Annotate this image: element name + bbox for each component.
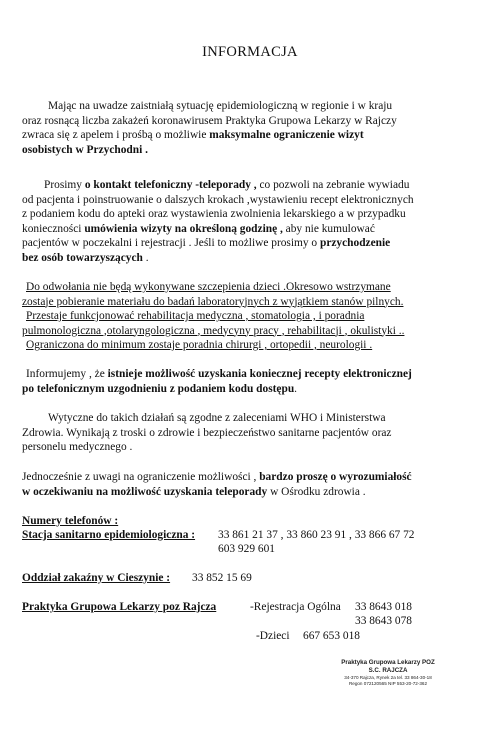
clinic-stamp — [318, 659, 458, 687]
sanepid-numbers: 33 861 21 37 , 33 860 23 91 , 33 866 67 72 — [218, 529, 415, 541]
text-line: Ograniczona do minimum zostaje poradnia chirurgi , ortopedii , neurologii . — [26, 339, 373, 351]
praktyka-label: Praktyka Grupowa Lekarzy poz Rajcza — [22, 601, 217, 613]
paragraph-restrictions — [22, 280, 462, 353]
paragraph-guidelines — [22, 411, 462, 455]
stamp-line: 34-370 Rajcza, Rynek 2a tel. 33 864-30-18 — [344, 675, 432, 680]
text-line: zwraca się z apelem i prośbą o możliwie maksymalne ograniczenie wizyt — [22, 129, 364, 141]
sanepid-numbers-2: 603 929 601 — [218, 543, 275, 555]
text-line: pacjentów w poczekalni i rejestracji . Jeśli to możliwe prosimy o przychodzenie — [22, 237, 391, 249]
text-line: Jednocześnie z uwagi na ograniczenie możliwości , bardzo proszę o wyrozumiałość — [22, 471, 412, 483]
paragraph-understanding — [22, 470, 462, 499]
text-line: Przestaje funkcjonować rehabilitacja medyczna , stomatologia , i poradnia — [26, 310, 365, 322]
text-line: w oczekiwaniu na możliwość uzyskania teleporady w Ośrodku zdrowia . — [22, 485, 366, 498]
text-line: Prosimy o kontakt telefoniczny -teleporady , co pozwoli na zebranie wywiadu — [44, 179, 410, 191]
paragraph-prescriptions — [22, 367, 462, 396]
text-line: z podaniem kodu do apteki oraz wystawienia zwolnienia lekarskiego a w przypadku — [22, 208, 406, 220]
text-line: personelu medycznego . — [22, 441, 133, 453]
rejestracja-number-1: 33 8643 018 — [355, 601, 412, 613]
text-line: Informujemy , że istnieje możliwość uzyskania koniecznej recepty elektronicznej — [26, 368, 412, 380]
document-title: INFORMACJA — [202, 44, 298, 60]
sanepid-label: Stacja sanitarno epidemiologiczna : — [22, 529, 196, 541]
paragraph-teleporady — [22, 178, 462, 265]
text-line: Wytyczne do takich działań są zgodne z zaleceniami WHO i Ministerstwa — [48, 412, 386, 424]
text-line: konieczności umówienia wizyty na określoną godzinę , aby nie kumulować — [22, 222, 375, 235]
text-line: po telefonicznym uzgodnieniu z podaniem kodu dostępu. — [22, 382, 298, 395]
stamp-line: S.C. RAJCZA — [368, 667, 408, 674]
text-line: Zdrowia. Wynikają z troski o zdrowie i bezpieczeństwo sanitarne pacjentów oraz — [22, 426, 392, 439]
text-line: zostaje pobieranie materiału do badań laboratoryjnych z wyjątkiem stanów pilnych. — [22, 295, 404, 308]
stamp-line: Regon 072120565 NIP 553-20-72-362 — [348, 681, 428, 686]
zakazny-number: 33 852 15 69 — [192, 572, 252, 584]
text-line: bez osób towarzyszących . — [22, 251, 149, 264]
rejestracja-number-2: 33 8643 078 — [355, 615, 412, 627]
dzieci-label: -Dzieci — [256, 630, 290, 642]
text-line: Mając na uwadze zaistniałą sytuację epidemiologiczną w regionie i w kraju — [48, 100, 393, 112]
text-line: osobistych w Przychodni . — [22, 143, 148, 156]
text-line: oraz rosnącą liczba zakażeń koronawirusem Praktyka Grupowa Lekarzy w Rajczy — [22, 114, 397, 127]
dzieci-number: 667 653 018 — [303, 630, 360, 642]
text-line: pulmonologiczna ,otolaryngologiczna , medycyny pracy , rehabilitacji , okulistyki .. — [22, 324, 405, 337]
rejestracja-label: -Rejestracja Ogólna — [250, 601, 341, 613]
text-line: Do odwołania nie będą wykonywane szczepienia dzieci .Okresowo wstrzymane — [26, 281, 391, 293]
phones-header: Numery telefonów : — [22, 515, 119, 527]
zakazny-label: Oddział zakaźny w Cieszynie : — [22, 572, 171, 584]
text-line: od pacjenta i poinstruowanie o dalszych krokach ,wystawieniu recept elektronicznych — [22, 193, 414, 206]
stamp-line: Praktyka Grupowa Lekarzy POZ — [341, 659, 435, 666]
paragraph-intro — [22, 99, 462, 157]
